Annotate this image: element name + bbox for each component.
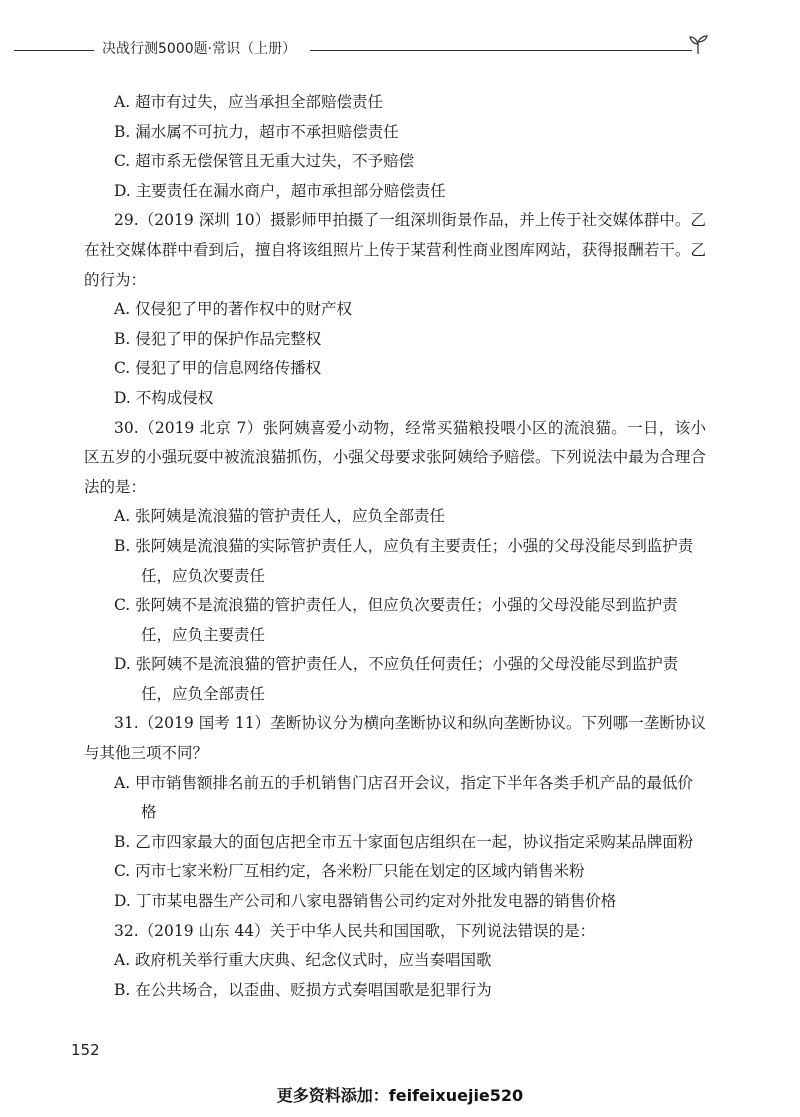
answer-option: A. 政府机关举行重大庆典、纪念仪式时，应当奏唱国歌 bbox=[114, 951, 492, 970]
answer-option: B. 在公共场合，以歪曲、贬损方式奏唱国歌是犯罪行为 bbox=[114, 980, 492, 999]
footer-note: 更多资料添加：feifeixuejie520 bbox=[276, 1086, 524, 1105]
question-stem: 30.（2019 北京 7）张阿姨喜爱小动物，经常买猫粮投喂小区的流浪猫。一日，该小区五岁的小强玩耍中被流浪猫抓伤，小强父母要求张阿姨给予赔偿。下列说法中最为合理合法的是： bbox=[84, 418, 706, 496]
answer-option: D. 主要责任在漏水商户，超市承担部分赔偿责任 bbox=[114, 181, 446, 200]
question-stem: 32.（2019 山东 44）关于中华人民共和国国歌，下列说法错误的是： bbox=[114, 921, 596, 940]
header-rule-left bbox=[14, 50, 94, 51]
answer-option: A. 仅侵犯了甲的著作权中的财产权 bbox=[114, 300, 353, 319]
answer-option: B. 乙市四家最大的面包店把全市五十家面包店组织在一起，协议指定采购某品牌面粉 bbox=[114, 832, 694, 851]
answer-option: C. 张阿姨不是流浪猫的管护责任人，但应负次要责任；小强的父母没能尽到监护责任，应负主要责任 bbox=[114, 596, 678, 644]
question-stem: 31.（2019 国考 11）垄断协议分为横向垄断协议和纵向垄断协议。下列哪一垄断协议与其他三项不同？ bbox=[84, 714, 706, 763]
sprout-icon bbox=[686, 32, 710, 56]
answer-option: B. 张阿姨是流浪猫的实际管护责任人，应负有主要责任；小强的父母没能尽到监护责任，应负次要责任 bbox=[114, 536, 694, 585]
header-rule-right bbox=[310, 50, 692, 51]
answer-option: C. 丙市七家米粉厂互相约定，各米粉厂只能在划定的区域内销售米粉 bbox=[114, 862, 585, 881]
answer-option: D. 不构成侵权 bbox=[114, 388, 214, 407]
header-title: 决战行测5000题·常识（上册） bbox=[102, 41, 297, 57]
answer-option: A. 甲市销售额排名前五的手机销售门店召开会议，指定下半年各类手机产品的最低价格 bbox=[114, 773, 694, 822]
answer-option: C. 侵犯了甲的信息网络传播权 bbox=[114, 359, 322, 378]
answer-option: A. 超市有过失，应当承担全部赔偿责任 bbox=[114, 93, 384, 111]
answer-option: B. 侵犯了甲的保护作品完整权 bbox=[114, 329, 322, 348]
answer-option: B. 漏水属不可抗力，超市不承担赔偿责任 bbox=[114, 122, 399, 141]
running-header bbox=[14, 34, 704, 62]
page-body bbox=[84, 88, 706, 1005]
answer-option: D. 丁市某电器生产公司和八家电器销售公司约定对外批发电器的销售价格 bbox=[114, 892, 617, 911]
answer-option: C. 超市系无偿保管且无重大过失，不予赔偿 bbox=[114, 152, 415, 171]
answer-option: A. 张阿姨是流浪猫的管护责任人，应负全部责任 bbox=[114, 507, 446, 526]
page-number: 152 bbox=[71, 1041, 100, 1059]
question-stem: 29.（2019 深圳 10）摄影师甲拍摄了一组深圳街景作品，并上传于社交媒体群中。乙在社交媒体群中看到后，擅自将该组照片上传于某营利性商业图库网站，获得报酬若干。乙的行为： bbox=[84, 211, 706, 289]
answer-option: D. 张阿姨不是流浪猫的管护责任人，不应负任何责任；小强的父母没能尽到监护责任，应负全部责任 bbox=[114, 655, 679, 703]
